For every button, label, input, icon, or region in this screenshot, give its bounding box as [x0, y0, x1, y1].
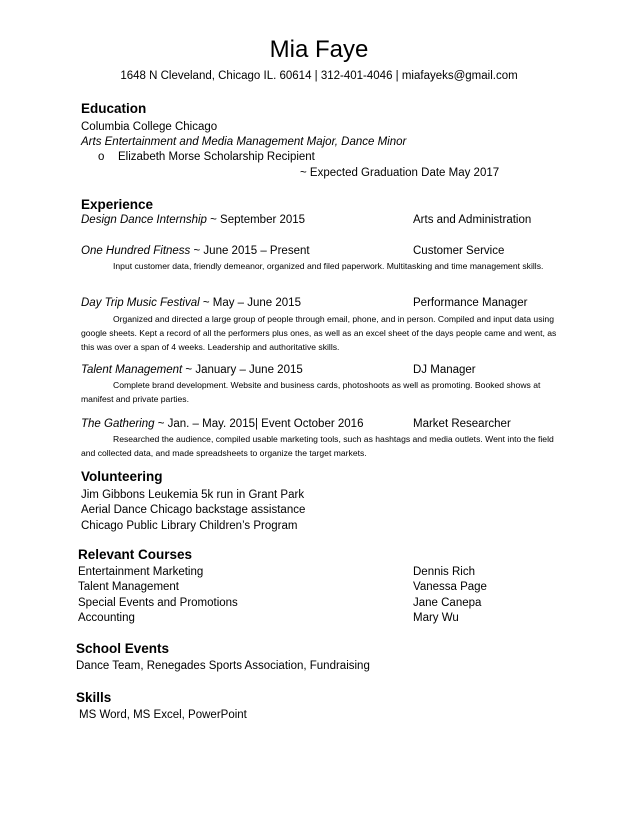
job-role: Market Researcher — [413, 418, 511, 430]
job-description-text: Complete brand development. Website and business cards, photoshoots as well as promoting. Booked shows at manifest and private parties. — [81, 380, 541, 404]
job-title-line — [81, 214, 305, 226]
job-title-line — [81, 364, 303, 376]
school-events-heading: School Events — [76, 641, 170, 656]
education-heading: Education — [81, 101, 147, 116]
scholarship: Elizabeth Morse Scholarship Recipient — [118, 151, 315, 163]
volunteer-item: Chicago Public Library Children’s Program — [81, 520, 298, 532]
job-role: Performance Manager — [413, 297, 528, 309]
job-dates: ~ June 2015 – Present — [190, 245, 310, 257]
job-title: Talent Management — [81, 364, 183, 376]
school-name: Columbia College Chicago — [81, 121, 218, 133]
job-title: The Gathering — [81, 418, 155, 430]
job-dates: ~ Jan. – May. 2015| Event October 2016 — [154, 418, 364, 430]
job-dates: ~ May – June 2015 — [199, 297, 301, 309]
job-role: Customer Service — [413, 245, 505, 257]
job-description — [81, 432, 561, 460]
job-title-line — [81, 245, 310, 257]
job-description — [81, 312, 561, 354]
major: Arts Entertainment and Media Management Major, Dance Minor — [81, 136, 407, 148]
volunteer-item: Aerial Dance Chicago backstage assistance — [81, 504, 306, 516]
job-title: One Hundred Fitness — [81, 245, 191, 257]
experience-heading: Experience — [81, 197, 154, 212]
skills-list: MS Word, MS Excel, PowerPoint — [79, 709, 247, 721]
volunteering-heading: Volunteering — [81, 469, 163, 484]
job-description-text: Organized and directed a large group of people through email, phone, and in person. Compiled and input data using google sheets. Kept a record of all the performers plus ones, as well as an excel sheet of the days people came and went, as this was over a span of 4 weeks. Leadership and authoritative skills. — [81, 314, 557, 352]
course-name: Talent Management — [78, 581, 180, 593]
job-dates: ~ September 2015 — [206, 214, 306, 226]
job-dates: ~ January – June 2015 — [182, 364, 303, 376]
volunteer-item: Jim Gibbons Leukemia 5k run in Grant Park — [81, 489, 305, 501]
school-events-list: Dance Team, Renegades Sports Association, Fundraising — [76, 660, 370, 672]
job-description-text: Researched the audience, compiled usable marketing tools, such as hashtags and media outlets. Went into the field and collected data, and made spreadsheets to organize the target markets. — [81, 434, 554, 458]
job-title: Day Trip Music Festival — [81, 297, 200, 309]
course-name: Special Events and Promotions — [78, 597, 238, 609]
contact-line: 1648 N Cleveland, Chicago IL. 60614 | 312-401-4046 | miafayeks@gmail.com — [120, 70, 518, 82]
resume-name: Mia Faye — [269, 36, 369, 63]
job-description-text: Input customer data, friendly demeanor, organized and filed paperwork. Multitasking and time management skills. — [113, 261, 544, 271]
course-teacher: Mary Wu — [413, 612, 459, 624]
job-title-line — [81, 297, 301, 309]
job-title-line — [81, 418, 363, 430]
job-role: DJ Manager — [413, 364, 476, 376]
course-name: Accounting — [78, 612, 135, 624]
skills-heading: Skills — [76, 690, 112, 705]
course-name: Entertainment Marketing — [78, 566, 204, 578]
course-teacher: Jane Canepa — [413, 597, 482, 609]
graduation-date: ~ Expected Graduation Date May 2017 — [300, 167, 500, 179]
course-teacher: Dennis Rich — [413, 566, 475, 578]
courses-heading: Relevant Courses — [78, 547, 193, 562]
job-role: Arts and Administration — [413, 214, 532, 226]
bullet-marker: o — [98, 151, 105, 163]
course-teacher: Vanessa Page — [413, 581, 487, 593]
job-description — [81, 378, 561, 406]
job-description — [81, 259, 561, 273]
job-title: Design Dance Internship — [81, 214, 207, 226]
